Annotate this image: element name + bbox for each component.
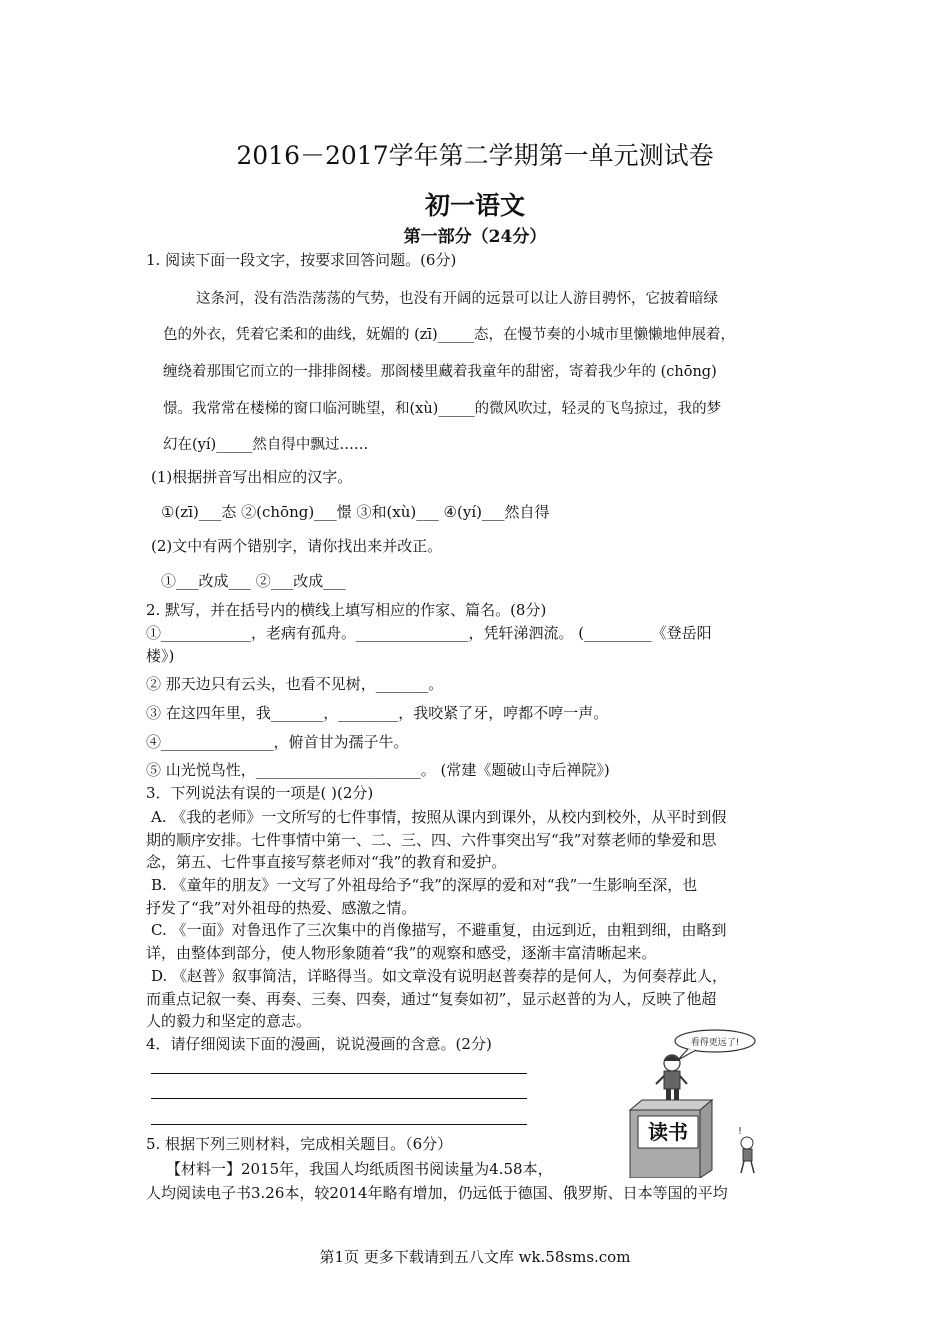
- q5-material: 人均阅读电子书3.26本，较2014年略有增加，仍远低于德国、俄罗斯、日本等国的平均: [146, 1184, 728, 1202]
- answer-line[interactable]: [151, 1098, 527, 1099]
- q3-option-c: 详，由整体到部分，使人物形象随着“我”的观察和感受，逐渐丰富清晰起来。: [146, 944, 657, 962]
- q2-line: ③ 在这四年里，我_______，________，我咬紧了牙，哼都不哼一声。: [146, 704, 609, 722]
- cartoon-image: [600, 1028, 790, 1178]
- q1-sub2: (2)文中有两个错别字，请你找出来并改正。: [151, 537, 443, 555]
- q5-material: 【材料一】2015年，我国人均纸质图书阅读量为4.58本，: [166, 1160, 553, 1178]
- q3-option-c: C. 《一面》对鲁迅作了三次集中的肖像描写，不避重复，由远到近，由粗到细，由略到: [151, 921, 727, 939]
- page-footer: 第1页 更多下载请到五八文库 wk.58sms.com: [319, 1248, 631, 1266]
- q2-line: ④_______________，俯首甘为孺子牛。: [146, 733, 409, 751]
- q3-option-a: 念，第五、七件事直接写蔡老师对“我”的教育和爱护。: [146, 853, 507, 871]
- q1-sub2-items: ①___改成___ ②___改成___: [161, 572, 346, 590]
- q2-stem: 2. 默写，并在括号内的横线上填写相应的作家、篇名。(8分): [146, 601, 547, 619]
- subject-title: 初一语文: [424, 191, 525, 220]
- reading-cartoon-icon: [600, 1028, 790, 1178]
- q2-line: 楼》): [146, 647, 175, 665]
- q1-passage-line: 幻在(yí)_____然自得中飘过……: [163, 437, 369, 453]
- page-title: 2016－2017学年第二学期第一单元测试卷: [236, 141, 714, 170]
- q3-stem: 3．下列说法有误的一项是( )(2分): [146, 784, 374, 802]
- q1-passage-line: 这条河，没有浩浩荡荡的气势，也没有开阔的远景可以让人游目骋怀，它披着暗绿: [196, 291, 718, 307]
- part-heading: 第一部分（24分）: [403, 227, 547, 247]
- q3-option-d: 人的毅力和坚定的意志。: [146, 1012, 312, 1030]
- bubble-text: 看得更远了!: [690, 1038, 740, 1048]
- q3-option-d: D. 《赵普》叙事简洁，详略得当。如文章没有说明赵普奏荐的是何人，为何奏荐此人，: [151, 967, 728, 985]
- book-label: 读书: [648, 1120, 688, 1144]
- answer-line[interactable]: [151, 1073, 527, 1074]
- q3-option-a: 期的顺序安排。七件事情中第一、二、三、四、六件事突出写“我”对蔡老师的挚爱和思: [146, 831, 717, 849]
- q1-sub1: (1)根据拼音写出相应的汉字。: [151, 468, 353, 486]
- q2-line: ② 那天边只有云头，也看不见树，_______。: [146, 675, 444, 693]
- answer-line[interactable]: [151, 1124, 527, 1125]
- q4-stem: 4．请仔细阅读下面的漫画，说说漫画的含意。(2分): [146, 1035, 492, 1053]
- q2-line: ①____________，老病有孤舟。_______________，凭轩涕泗流。 (_________《登岳阳: [146, 624, 712, 642]
- q1-sub1-items: ①(zī)___态 ②(chōng)___憬 ③和(xù)___ ④(yí)___然自得: [161, 503, 550, 521]
- q3-option-d: 而重点记叙一奏、再奏、三奏、四奏，通过“复奏如初”，显示赵普的为人，反映了他超: [146, 990, 717, 1008]
- q2-line: ⑤ 山光悦鸟性，______________________。 (常建《题破山寺后禅院》): [146, 761, 610, 779]
- q1-stem: 1. 阅读下面一段文字，按要求回答问题。(6分): [146, 251, 457, 269]
- q3-option-b: B. 《童年的朋友》一文写了外祖母给予“我”的深厚的爱和对“我”一生影响至深，也: [151, 876, 698, 894]
- q3-option-b: 抒发了“我”对外祖母的热爱、感激之情。: [146, 899, 417, 917]
- q1-passage-line: 色的外衣，凭着它柔和的曲线，妩媚的 (zī)_____态，在慢节奏的小城市里懒懒地伸展着，: [163, 327, 735, 343]
- q1-passage-line: 憬。我常常在楼梯的窗口临河眺望，和(xù)_____的微风吹过，轻灵的飞鸟掠过，我的梦: [163, 401, 722, 417]
- q1-passage-line: 缠绕着那围它而立的一排排阁楼。那阁楼里藏着我童年的甜密，寄着我少年的 (chōng): [163, 364, 717, 380]
- q5-stem: 5. 根据下列三则材料，完成相关题目。（6分）: [146, 1135, 453, 1153]
- q3-option-a: A. 《我的老师》一文所写的七件事情，按照从课内到课外，从校内到校外，从平时到假: [151, 808, 727, 826]
- svg-text:!: !: [738, 1126, 743, 1137]
